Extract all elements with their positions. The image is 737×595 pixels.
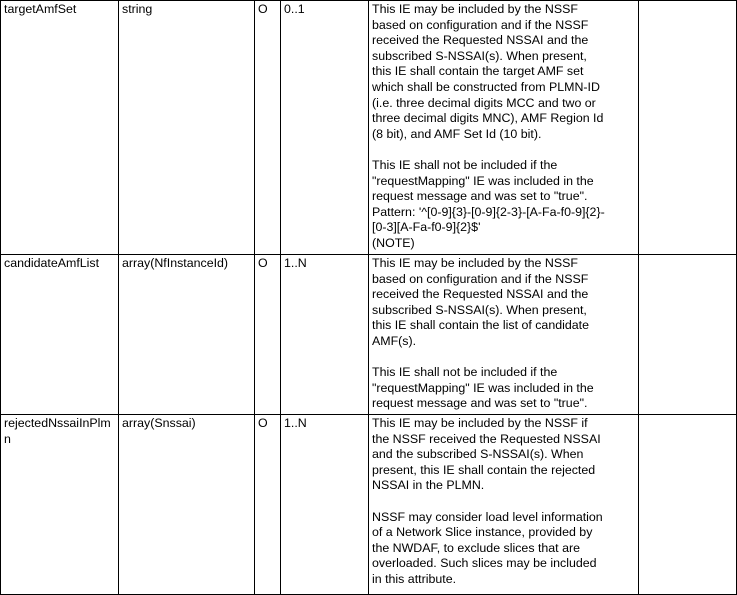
description-cell [369,415,639,595]
data-type-cell: array(Snssai) [119,415,255,595]
applicability-cell [639,415,737,595]
table-row [1,1,737,255]
cardinality-cell: 0..1 [281,1,369,255]
data-type-cell: array(NfInstanceId) [119,255,255,415]
attribute-name-cell: rejectedNssaiInPlmn [1,415,119,595]
presence-cell: O [255,1,281,255]
description-paragraph: NSSF may consider load level information of a Network Slice instance, provided by the NWDAF, to exclude slices that are overloaded. Such slices may be included in this attribute. [372,509,603,586]
attribute-name-cell: targetAmfSet [1,1,119,255]
table-row [1,415,737,595]
applicability-cell [639,255,737,415]
description-paragraph: This IE may be included by the NSSF based on configuration and if the NSSF received the Requested NSSAI and the subscribed S-NSSAI(s). When present, this IE shall contain the list of candidate AMF(s). [372,256,589,348]
cardinality-cell: 1..N [281,255,369,415]
description-paragraph: This IE may be included by the NSSF if the NSSF received the Requested NSSAI and the subscribed S-NSSAI(s). When present, this IE shall contain the rejected NSSAI in the PLMN. [372,416,601,493]
description-paragraph: This IE shall not be included if the "requestMapping" IE was included in the request message and was set to "true". Pattern: '^[0-9]{3}-[0-9]{2-3}-[A-Fa-f0-9]{2}- [0-3][A-Fa-f0-9]{2}$' (NOTE) [372,157,605,250]
description-paragraph: This IE shall not be included if the "requestMapping" IE was included in the request message and was set to "true". [372,365,594,411]
presence-cell: O [255,415,281,595]
applicability-cell [639,1,737,255]
description-cell [369,255,639,415]
data-type-cell: string [119,1,255,255]
description-paragraph: This IE may be included by the NSSF based on configuration and if the NSSF received the Requested NSSAI and the subscribed S-NSSAI(s). When present, this IE shall contain the target AMF set which shall be constructed from PLMN-ID (i.e. three decimal digits MCC and two or three decimal digits MNC), AMF Region Id (8 bit), and AMF Set Id (10 bit). [372,2,604,141]
cardinality-cell: 1..N [281,415,369,595]
table-row [1,255,737,415]
presence-cell: O [255,255,281,415]
description-cell [369,1,639,255]
attribute-name-cell: candidateAmfList [1,255,119,415]
